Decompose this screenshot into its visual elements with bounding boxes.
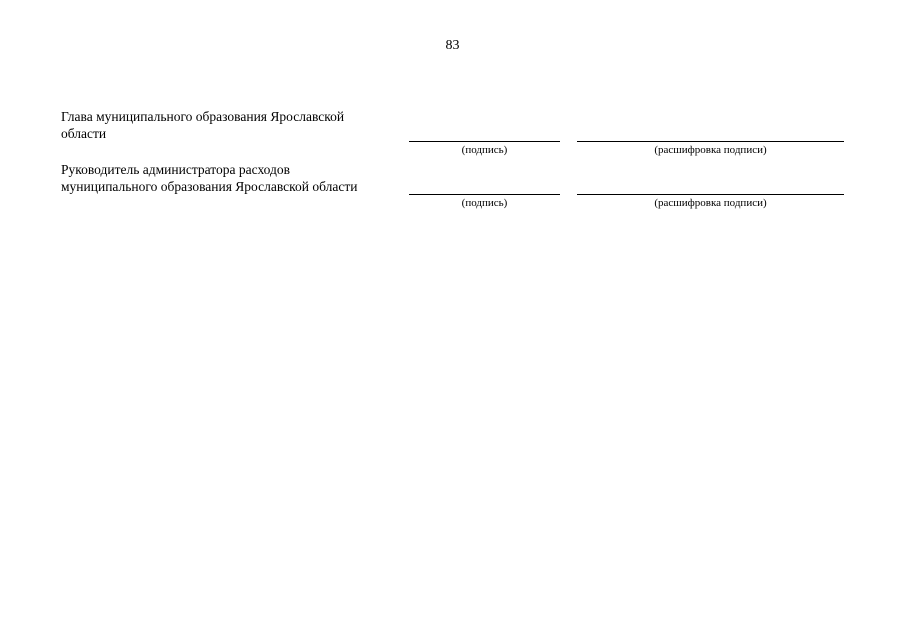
signature-label-line-2: области: [61, 126, 107, 141]
signature-label-line-1: Глава муниципального образования Ярославской: [61, 109, 345, 124]
signature-label-line-1: Руководитель администратора расходов: [61, 162, 291, 177]
signature-label-administrator: [61, 161, 406, 195]
signature-decoding-line[interactable]: [577, 141, 844, 142]
signature-decoding-caption: (расшифровка подписи): [654, 197, 767, 209]
signature-decoding-caption: (расшифровка подписи): [654, 144, 767, 156]
signature-caption: (подпись): [461, 144, 508, 156]
signature-label-head: [61, 108, 401, 142]
page-number: 83: [445, 38, 460, 53]
signature-caption: (подпись): [461, 197, 508, 209]
signature-decoding-line[interactable]: [577, 194, 844, 195]
signature-line[interactable]: [409, 141, 560, 142]
signature-label-line-2: муниципального образования Ярославской области: [61, 179, 358, 194]
signature-line[interactable]: [409, 194, 560, 195]
